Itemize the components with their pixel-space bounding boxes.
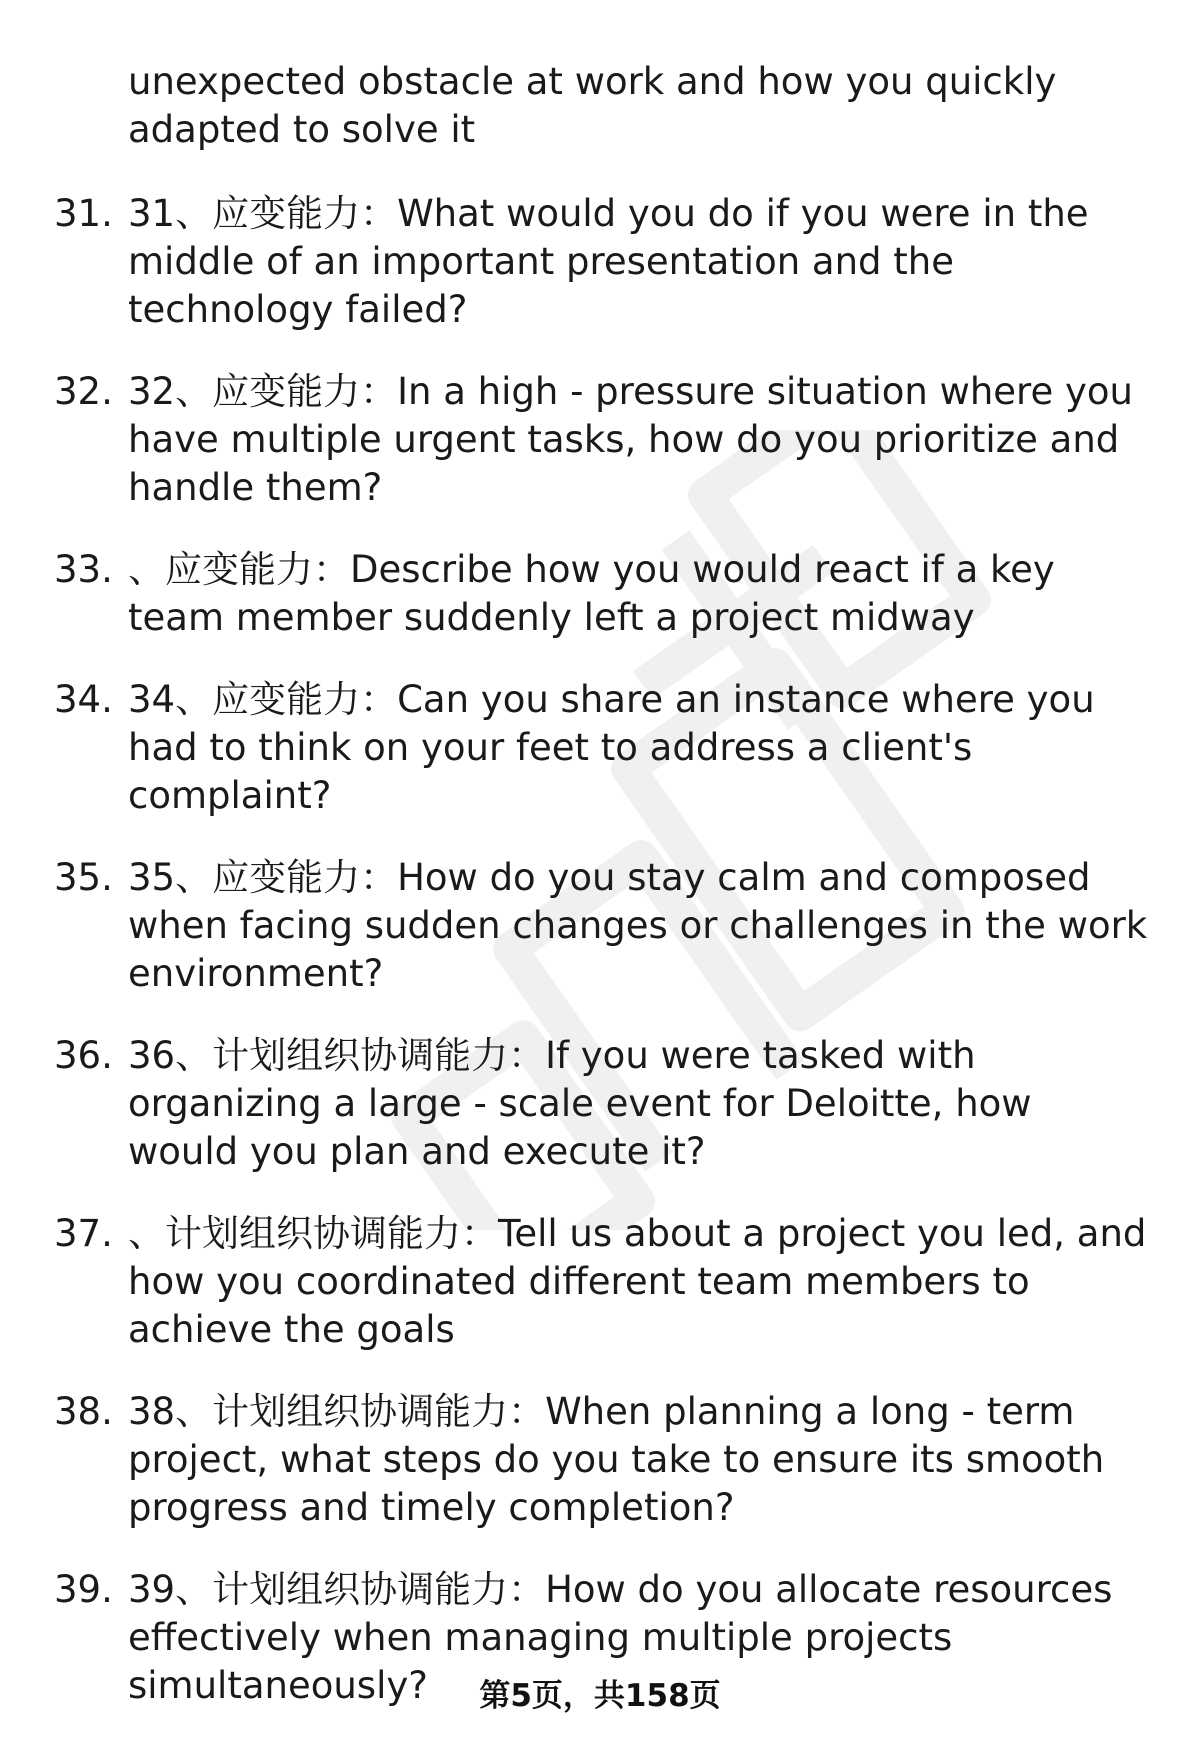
question-text: 32、应变能力：In a high - pressure situation where you have multiple urgent tasks, how do you prioritize and handle them? xyxy=(128,370,1133,509)
question-text: 36、计划组织协调能力：If you were tasked with organizing a large - scale event for Deloitte, how would you plan and execute it? xyxy=(128,1034,1032,1173)
list-item xyxy=(0,676,1200,820)
question-text: 39、计划组织协调能力：How do you allocate resources effectively when managing multiple projects simultaneously? xyxy=(128,1568,1113,1707)
question-number: 36. xyxy=(54,1034,113,1077)
list-item xyxy=(0,1388,1200,1532)
question-text: 、计划组织协调能力：Tell us about a project you led, and how you coordinated different team members to achieve the goals xyxy=(128,1212,1147,1351)
question-text: 31、应变能力：What would you do if you were in the middle of an important presentation and the technology failed? xyxy=(128,192,1089,331)
question-number: 37. xyxy=(54,1212,113,1255)
list-item xyxy=(0,190,1200,334)
list-item xyxy=(0,1210,1200,1354)
list-item xyxy=(0,368,1200,512)
question-number: 33. xyxy=(54,548,113,591)
question-text: 34、应变能力：Can you share an instance where you had to think on your feet to address a client's complaint? xyxy=(128,678,1095,817)
question-list xyxy=(0,190,1200,1744)
question-number: 39. xyxy=(54,1568,113,1611)
question-number: 32. xyxy=(54,370,113,413)
continued-question-text: unexpected obstacle at work and how you quickly adapted to solve it xyxy=(128,60,1057,151)
question-text: 35、应变能力：How do you stay calm and composed when facing sudden changes or challenges in the work environment? xyxy=(128,856,1148,995)
question-text: 38、计划组织协调能力：When planning a long - term project, what steps do you take to ensure its smooth progress and timely completion? xyxy=(128,1390,1105,1529)
list-item xyxy=(0,1032,1200,1176)
question-number: 34. xyxy=(54,678,113,721)
question-number: 38. xyxy=(54,1390,113,1433)
question-number: 35. xyxy=(54,856,113,899)
question-number: 31. xyxy=(54,192,113,235)
question-text: 、应变能力：Describe how you would react if a key team member suddenly left a project midway xyxy=(128,548,1055,639)
list-item xyxy=(0,854,1200,998)
page-footer: 第5页，共158页 xyxy=(479,1678,721,1714)
list-item xyxy=(0,546,1200,642)
